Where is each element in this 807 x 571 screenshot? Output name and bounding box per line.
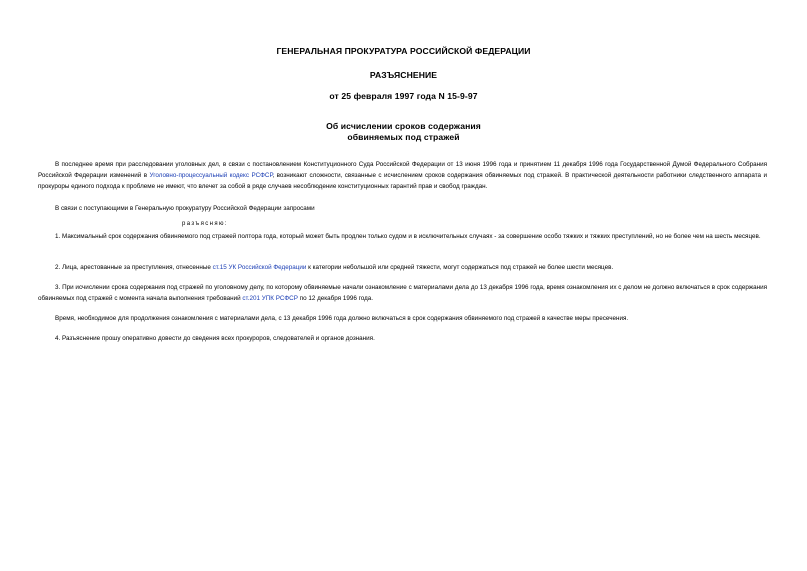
subject-line-2: обвиняемых под стражей (347, 132, 460, 142)
paragraph-requests: В связи с поступающими в Генеральную прокуратуру Российской Федерации запросами (55, 205, 315, 212)
link-st201-upk-rsfsr[interactable]: ст.201 УПК РСФСР (242, 295, 298, 302)
spaced-heading-razyasnyayu: разъясняю: (182, 221, 228, 227)
paragraph-item-1: 1. Максимальный срок содержания обвиняемого под стражей полтора года, который может быть продлен только судом и в исключительных случаях - за совершение особо тяжких и тяжких преступлений, но не более чем на шесть месяцев. (55, 233, 761, 240)
paragraph-item-3-text-a: 3. При исчислении срока содержания под стражей по уголовному делу, по которому обвиняемые начали ознакомление с материалами дела до 13 декабря 1996 года, время ознакомления их с делом не должно включаться в срок содержания обвиняемых под стражей с момента начала выполнения требований (38, 284, 767, 302)
paragraph-item-3-text-b: по 12 декабря 1996 года. (297, 295, 374, 302)
paragraph-intro-text-b: , возникают сложности, связанные с исчислением сроков содержания обвиняемых под стражей. В практической деятельности работники следственного аппарата и прокуроры единого подхода к проблеме не имеют, что влечет за собой в ряде случаев несоблюдение конституционных гарантий прав и свобод граждан. (38, 172, 767, 190)
paragraph-item-2-text-b: к категории небольшой или средней тяжести, могут содержаться под стражей не более шести месяцев. (306, 264, 614, 271)
document-subject (0, 121, 807, 143)
subject-line-1: Об исчислении сроков содержания (326, 121, 481, 131)
paragraph-item-2-text-a: 2. Лица, арестованные за преступления, отнесенные (55, 264, 213, 271)
document-type: РАЗЪЯСНЕНИЕ (369, 70, 438, 80)
paragraph-item-4: 4. Разъяснение прошу оперативно довести до сведения всех прокуроров, следователей и органов дознания. (55, 335, 375, 342)
document-date-number: от 25 февраля 1997 года N 15-9-97 (329, 91, 478, 101)
paragraph-intro-text-a: В последнее время при расследовании уголовных дел, в связи с постановлением Конституционного Суда Российской Федерации от 13 июня 1996 года и принятием 11 декабря 1996 года Государственной Думой Федерального Собрания Российской Федерации изменений в (38, 161, 767, 179)
paragraph-item-3 (38, 282, 767, 304)
link-st15-uk-rf[interactable]: ст.15 УК Российской Федерации (212, 264, 307, 271)
paragraph-item-2 (38, 262, 767, 273)
paragraph-intro (38, 159, 767, 192)
link-upk-rsfsr[interactable]: Уголовно-процессуальный кодекс РСФСР (149, 172, 273, 179)
paragraph-item-3-continued: Время, необходимое для продолжения ознакомления с материалами дела, с 13 декабря 1996 года должно включаться в срок содержания обвиняемого под стражей в качестве меры пресечения. (55, 315, 629, 322)
issuing-organization: ГЕНЕРАЛЬНАЯ ПРОКУРАТУРА РОССИЙСКОЙ ФЕДЕРАЦИИ (276, 46, 531, 56)
